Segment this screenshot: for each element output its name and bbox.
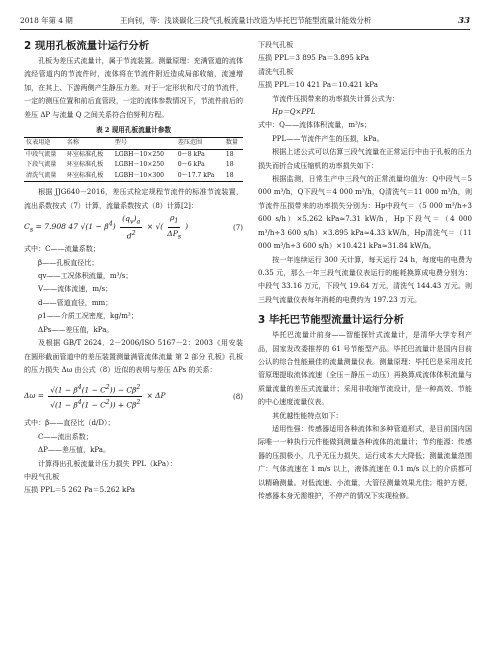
definition-line: V——流体流速，m/s；: [38, 284, 113, 294]
table-caption: 表 2 现用孔板流量计参数: [95, 126, 172, 135]
table-cell: 18: [225, 150, 234, 158]
paragraph: 及根据 GB/T 2624．2－2006/ISO 5167－2：2003《用安装在圆形截面管道中的差压装置测量满管流体流量 第 2 部分 孔板》孔板的压力损失 Δω 由公式（8）近似的表明与差压 ΔPs 的关系：: [24, 338, 243, 374]
table-header-cell: 名称: [66, 139, 79, 147]
result-label: 清洗气孔板: [258, 66, 294, 76]
table-cell: 下段气流量: [26, 161, 57, 169]
paragraph: 根据 JJG640－2016，差压式检定规程节流件的标准节流装置，流出系数按式（7）计算，流量系数按式（8）计算[2]：: [24, 187, 243, 210]
definition-line: ρ1——介质工况密度，kg/m³；: [38, 311, 138, 321]
result-value: 压损 PPL＝10 421 Pa＝10.421 kPa: [258, 80, 378, 90]
table-cell: 环室标准孔板: [66, 150, 104, 158]
paragraph: 根据监测，日常生产中三段气的正常流量均值为：Q中段气＝5 000 m³/h，Q下段气＝4 000 m³/h，Q清洗气＝11 000 m³/h，则节流件压损带来的功率损失分别为：Hp中段气＝（5 000 m³/h÷3 600 s/h）×5.262 kPa≈7.31 kW/h，Hp下段气＝（4 000 m³/h÷3 600 s/h）×3.895 kPa≈4.33 kW/h，Hp清洗气＝（11 000 m³/h÷3 600 s/h）×10.421 kPa≈31.84 kW/h。: [258, 174, 472, 251]
left-column: [24, 38, 243, 497]
table-cell: 清洗气流量: [26, 171, 57, 179]
result-value: 压损 PPL＝5 262 Pa＝5.262 kPa: [24, 485, 135, 495]
definition-line: 式中：Q——流体体积流量，m³/s；: [258, 120, 371, 130]
section-3-heading: 3 毕托巴节能型流量计运行分析: [258, 314, 404, 327]
definition-line: d——管道直径，mm；: [38, 297, 113, 307]
paragraph: 毕托巴流量计前身——智能探针式流量计，是清华大学专利产品，国家发改委推荐的 61 号节能型产品。毕托巴流量计是国内目前公认的综合性能最佳的流量测量仪表。测量原理：毕托巴是采用皮托管原理提取流体流速（全压－静压－动压）再换算成流体体积流量与质量流量的差压式流量计；采用非收缩节流设计，是一种高效、节能的中心速度流量仪表。: [258, 330, 472, 407]
equation-number: (7): [233, 222, 243, 232]
definition-line: ΔP——差压值，kPa。: [38, 445, 111, 455]
symbol-definitions: [24, 242, 243, 336]
definition-line: 式中：β——直径比（d/D）；: [24, 418, 115, 428]
article-running-title: 王向钊，等：浅谈碳化三段气孔板流量计改造为毕托巴节能型流量计能效分析: [120, 16, 372, 25]
definition-line: PPL——节流件产生的压损，kPa。: [272, 133, 384, 143]
paragraph: 节流件压损带来的功率损失计算公式为：: [272, 93, 399, 103]
table-cell: 中段气流量: [26, 150, 57, 158]
paragraph: 根据上述公式可以估算三段气流量在正常运行中由于孔板的压力损失而折合成压缩机的功率损失如下：: [258, 147, 472, 170]
table-cell: 0～6 kPa: [177, 161, 205, 169]
table-header-cell: 型号: [114, 139, 127, 147]
table-row: [24, 171, 243, 182]
power-loss-formula: Hp＝Q×PPL: [272, 107, 316, 117]
right-column: [258, 38, 472, 502]
paragraph: 适用性强：传感器适用各种流体和多种管道形式，是目前国内国际唯一一种执行元件能做到测量各种流体的流量计；节约能源：传感器的压损极小，几乎无压力损失，运行成本大大降低；测量流量范围广：气体流速在 1 m/s 以上，液体流速在 0.1 m/s 以上的介质都可以精确测量。对低流速、小流量，大管径测量效果尤佳；维护方便，传感器本身无需维护，不停产的情况下实现检修。: [258, 423, 472, 500]
section-2-heading: 2 现用孔板流量计运行分析: [24, 40, 150, 52]
definition-line: 式中：C——流量系数；: [24, 244, 100, 254]
table-row: [24, 149, 243, 160]
table-cell: 环室标准孔板: [66, 171, 104, 179]
table-cell: 0～8 kPa: [177, 150, 205, 158]
table-header-cell: 仪表用途: [26, 139, 51, 147]
table-header-cell: 数量: [225, 139, 239, 147]
formula-7: [24, 212, 243, 242]
table-header-cell: 差压范围: [177, 139, 203, 147]
definition-line: ΔPs——差压值，kPa。: [38, 324, 114, 334]
table-cell: 18: [225, 161, 234, 169]
result-label: 下段气孔板: [258, 40, 294, 49]
result-value: 压损 PPL＝3 895 Pa＝3.895 kPa: [258, 53, 369, 63]
header-rule: [20, 29, 470, 30]
formula-8-expression: Δω = $\frac{√(1 - \beta^4(1 - C^2)) - C\beta^2}{√(1 - \beta^4(1 - C^2)) + C\beta^2}$ × ΔP: [24, 384, 166, 410]
journal-issue: 2018 年第 4 期: [20, 16, 73, 25]
paragraph: 其优越性能特点如下：: [272, 410, 343, 420]
equation-number: (8): [233, 391, 243, 401]
definition-line: β——孔板直径比；: [38, 257, 99, 267]
table-cell: LGBH－10×250: [114, 150, 165, 158]
definition-line: C——流出系数；: [38, 431, 93, 441]
result-label: 中段气孔板: [24, 471, 60, 481]
paragraph: 计算得出孔板流量计压力损失 PPL（kPa）：: [38, 458, 177, 468]
table-row: [24, 160, 243, 171]
definition-line: qv——工况体积流量，m³/s；: [38, 271, 133, 281]
table-cell: LGBH－10×300: [114, 171, 165, 179]
page-number: 33: [458, 16, 470, 26]
table-cell: 环室标准孔板: [66, 161, 104, 169]
running-header: [20, 14, 470, 28]
formula-7-expression: $C_s = 7.908$ 47 $√(1 - \beta^4)$ $\frac{(q_v)_a}{d^2}$ × √( $\frac{\rho_1}{\Delta P_s}$ ): [24, 213, 189, 241]
table-cell: LGBH－10×250: [114, 161, 165, 169]
paragraph: 按一年连续运行 300 天计算，每天运行 24 h，每度电的电费为 0.35 元，那么一年三段气流量仪表运行的能耗换算成电费分别为：中段气 33.16 万元，下段气 19.64 万元，清洗气 144.43 万元。则三段气流量仪表每年消耗的电费约为 197.23 万元。: [258, 254, 472, 304]
paragraph: 孔板为差压式流量计，属于节流装置。测量原理：充满管道的流体流经管道内的节流件时，流体将在节流件附近造成局部收缩，流速增加，在其上、下游两侧产生静压力差。对于一定形状和尺寸的节流件，一定的测压位置和前后直管段，一定的流体参数情况下，节流件前后的差压 ΔP 与流量 Q 之间关系符合伯努利方程。: [24, 56, 243, 119]
table-cell: 0～17.7 kPa: [177, 171, 215, 179]
formula-8: [24, 376, 243, 416]
symbol-definitions: [24, 416, 243, 456]
orifice-parameters-table: [24, 137, 243, 182]
table-header-row: [24, 138, 243, 150]
table-cell: 18: [225, 171, 234, 179]
